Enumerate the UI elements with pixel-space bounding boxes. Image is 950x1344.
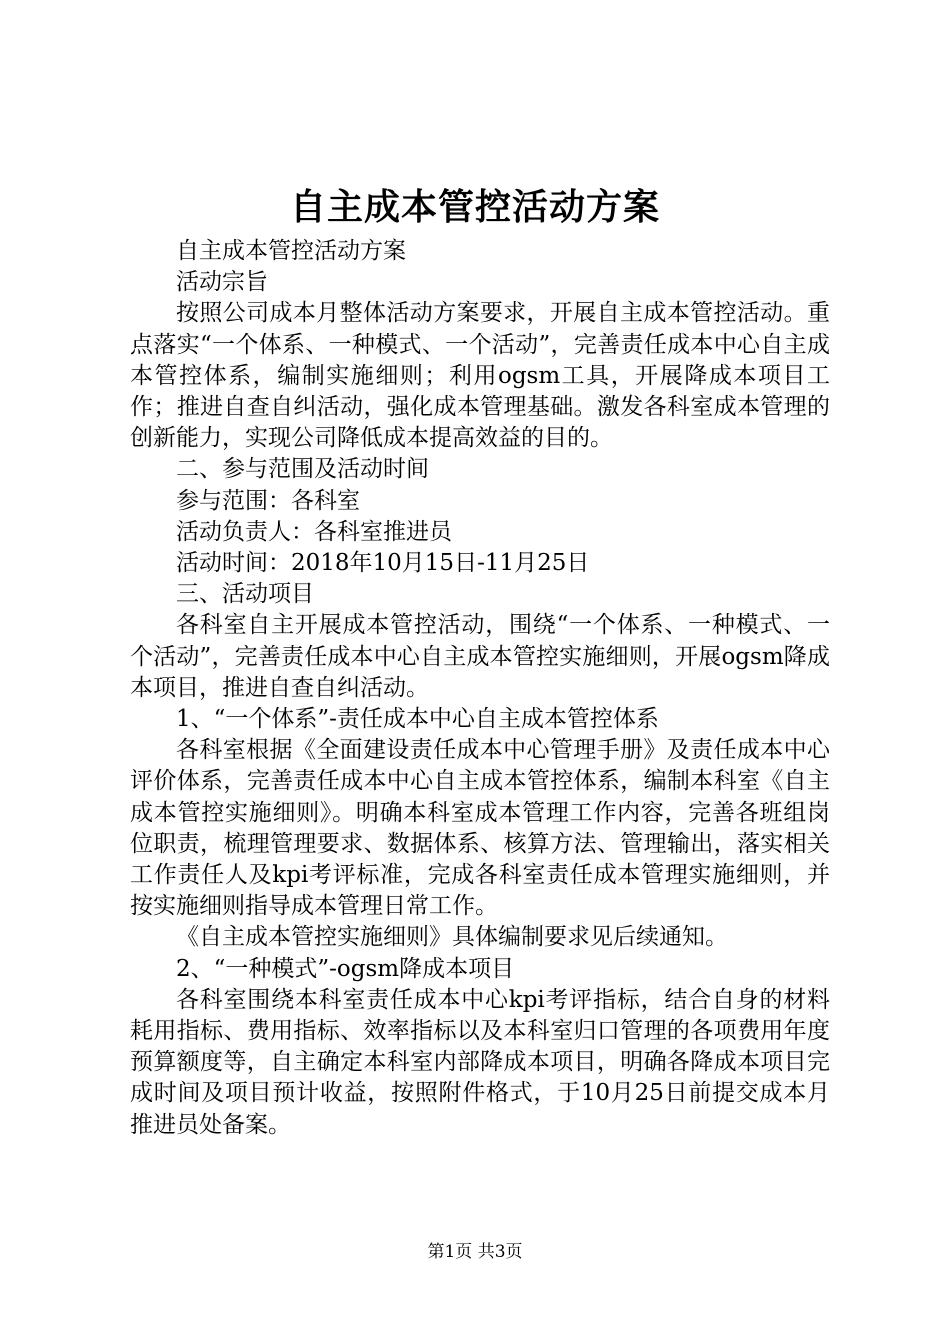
paragraph-purpose-text: 按照公司成本月整体活动方案要求，开展自主成本管控活动。重点落实“一个体系、一种模式、一个活动”，完善责任成本中心自主成本管控体系，编制实施细则；利用ogsm工具，开展降成本项目工作；推进自查自纠活动，强化成本管理基础。激发各科室成本管理的创新能力，实现公司降低成本提高效益的目的。 (130, 300, 830, 452)
paragraph-scope: 参与范围：各科室 (176, 487, 360, 514)
paragraph-item-2-text: 各科室围绕本科室责任成本中心kpi考评指标，结合自身的材料耗用指标、费用指标、效率指标以及本科室归口管理的各项费用年度预算额度等，自主确定本科室内部降成本项目，明确各降成本项目完成时间及项目预计收益，按照附件格式，于10月25日前提交成本月推进员处备案。 (130, 986, 830, 1138)
paragraph-item-1-heading: 1、“一个体系”-责任成本中心自主成本管控体系 (176, 706, 659, 733)
paragraph-time: 活动时间：2018年10月15日-11月25日 (176, 550, 590, 577)
paragraph-items-text: 各科室自主开展成本管控活动，围绕“一个体系、一种模式、一个活动”，完善责任成本中心自主成本管控实施细则，开展ogsm降成本项目，推进自查自纠活动。 (130, 612, 830, 701)
paragraph-item-1-text: 各科室根据《全面建设责任成本中心管理手册》及责任成本中心评价体系，完善责任成本中心自主成本管控体系，编制本科室《自主成本管控实施细则》。明确本科室成本管理工作内容，完善各班组岗位职责，梳理管理要求、数据体系、核算方法、管理输出，落实相关工作责任人及kpi考评标准，完成各科室责任成本管理实施细则，并按实施细则指导成本管理日常工作。 (130, 737, 830, 920)
document-title: 自主成本管控活动方案 (289, 186, 660, 228)
paragraph-section-scope: 二、参与范围及活动时间 (176, 456, 429, 483)
paragraph-section-purpose: 活动宗旨 (176, 269, 268, 296)
paragraph-section-items: 三、活动项目 (176, 581, 314, 608)
paragraph-item-1-note: 《自主成本管控实施细则》具体编制要求见后续通知。 (176, 924, 728, 951)
paragraph-owner: 活动负责人：各科室推进员 (176, 518, 452, 545)
paragraph-subtitle: 自主成本管控活动方案 (176, 238, 406, 264)
page-footer: 第1页 共3页 (427, 1242, 523, 1262)
document-body (130, 236, 830, 1141)
paragraph-item-2-heading: 2、“一种模式”-ogsm降成本项目 (176, 955, 515, 982)
